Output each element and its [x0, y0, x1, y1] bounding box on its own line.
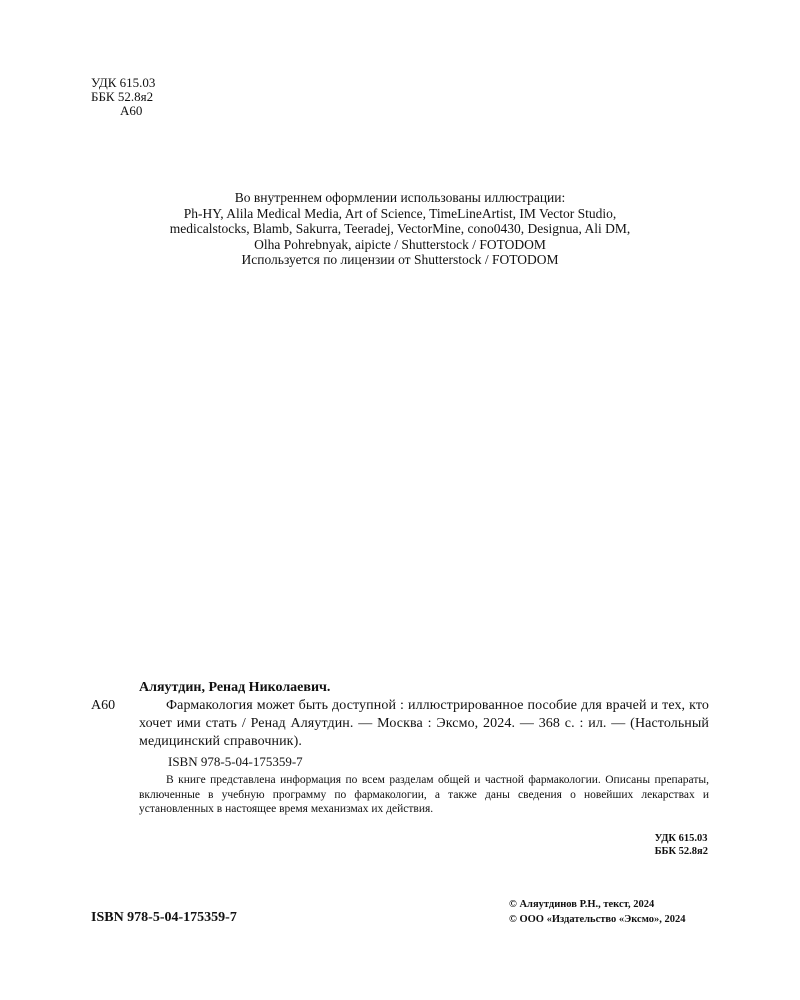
credits-line: medicalstocks, Blamb, Sakurra, Teeradej, VectorMine, cono0430, Designua, Ali DM, [169, 221, 631, 236]
author-mark: А60 [120, 103, 143, 118]
credits-line: Во внутреннем оформлении использованы иллюстрации: [234, 190, 566, 205]
illustration-credits [0, 190, 800, 268]
catalog-author: Аляутдин, Ренад Николаевич. [139, 680, 331, 695]
copyright-publisher: © ООО «Издательство «Эксмо», 2024 [509, 914, 686, 925]
classification-top [91, 76, 155, 118]
catalog-annotation: В книге представлена информация по всем разделам общей и частной фармакологии. Описаны препараты, включенные в учебную программу по фармакологии, а также даны сведения о новейших лекарствах и установленных в настоящее время механизмах их действия. [139, 774, 709, 815]
catalog-author-mark: А60 [91, 698, 116, 713]
copyright-block [509, 897, 685, 927]
bbk-code: ББК 52.8я2 [91, 89, 154, 104]
catalog-udk: УДК 615.03 [654, 833, 708, 844]
catalog-isbn: ISBN 978-5-04-175359-7 [168, 754, 303, 769]
catalog-bbk: ББК 52.8я2 [654, 846, 708, 857]
copyright-text: © Аляутдинов Р.Н., текст, 2024 [509, 899, 655, 910]
credits-line: Ph-HY, Alila Medical Media, Art of Science, TimeLineArtist, IM Vector Studio, [183, 205, 617, 221]
catalog-classification [655, 832, 708, 858]
udk-code: УДК 615.03 [91, 75, 156, 90]
credits-line: Используется по лицензии от Shutterstock / FOTODOM [241, 252, 559, 267]
catalog-description: Фармакология может быть доступной : иллюстрированное пособие для врачей и тех, кто хочет ими стать / Ренад Аляутдин. — Москва : Эксмо, 2024. — 368 с. : ил. — (Настольный медицинский справочник). [139, 698, 709, 749]
credits-line: Olha Pohrebnyak, aipicte / Shutterstock / FOTODOM [254, 236, 546, 252]
isbn-bottom: ISBN 978-5-04-175359-7 [91, 910, 237, 925]
